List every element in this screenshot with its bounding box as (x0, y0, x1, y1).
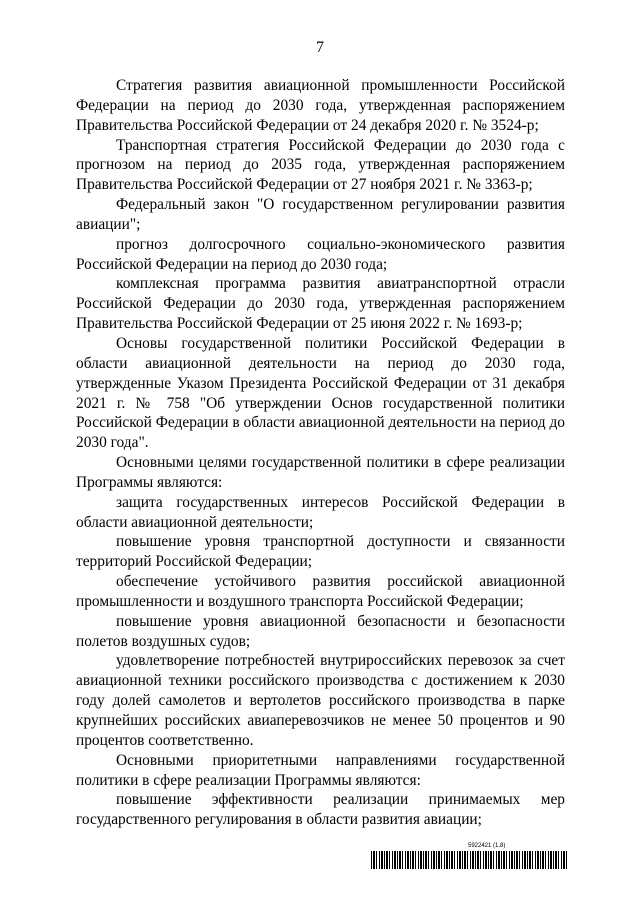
paragraph: комплексная программа развития авиатранспортной отрасли Российской Федерации до 2030 года, утвержденная распоряжением Правительства Российской Федерации от 25 июня 2022 г. № 1693-р; (76, 275, 565, 333)
barcode (371, 851, 567, 869)
paragraph: Транспортная стратегия Российской Федерации до 2030 года с прогнозом на период до 2035 года, утвержденная распоряжением Правительства Российской Федерации от 27 ноября 2021 г. № 3363-р; (76, 136, 565, 194)
paragraph: Основы государственной политики Российской Федерации в области авиационной деятельности на период до 2030 года, утвержденные Указом Президента Российской Федерации от 31 декабря 2021 г. № 758 "Об утверждении Основ государственной политики Российской Федерации в области авиационной деятельности на период до 2030 года". (76, 334, 565, 452)
document-code: 5922421 (1.8) (468, 843, 506, 849)
paragraph: повышение эффективности реализации принимаемых мер государственного регулирования в области развития авиации; (76, 791, 565, 829)
paragraph: повышение уровня авиационной безопасности и безопасности полетов воздушных судов; (76, 612, 565, 650)
document-body (76, 76, 565, 830)
paragraph: защита государственных интересов Российской Федерации в области авиационной деятельности; (76, 493, 565, 531)
paragraph: Основными приоритетными направлениями государственной политики в сфере реализации Программы являются: (76, 751, 565, 789)
paragraph: обеспечение устойчивого развития российской авиационной промышленности и воздушного транспорта Российской Федерации; (76, 573, 565, 610)
paragraph: Основными целями государственной политики в сфере реализации Программы являются: (76, 454, 565, 491)
paragraph: удовлетворение потребностей внутрироссийских перевозок за счет авиационной техники российского производства с достижением к 2030 году долей самолетов и вертолетов российского производства в парке крупнейших российских авиаперевозчиков не менее 50 процентов и 90 процентов соответственно. (76, 652, 565, 749)
page-number: 7 (316, 39, 324, 56)
paragraph: прогноз долгосрочного социально-экономического развития Российской Федерации на период до 2030 года; (76, 235, 565, 273)
paragraph: Федеральный закон "О государственном регулировании развития авиации"; (76, 196, 565, 233)
paragraph: повышение уровня транспортной доступности и связанности территорий Российской Федерации; (76, 533, 565, 571)
paragraph: Стратегия развития авиационной промышленности Российской Федерации на период до 2030 года, утвержденная распоряжением Правительства Российской Федерации от 24 декабря 2020 г. № 3524-р; (76, 77, 565, 134)
